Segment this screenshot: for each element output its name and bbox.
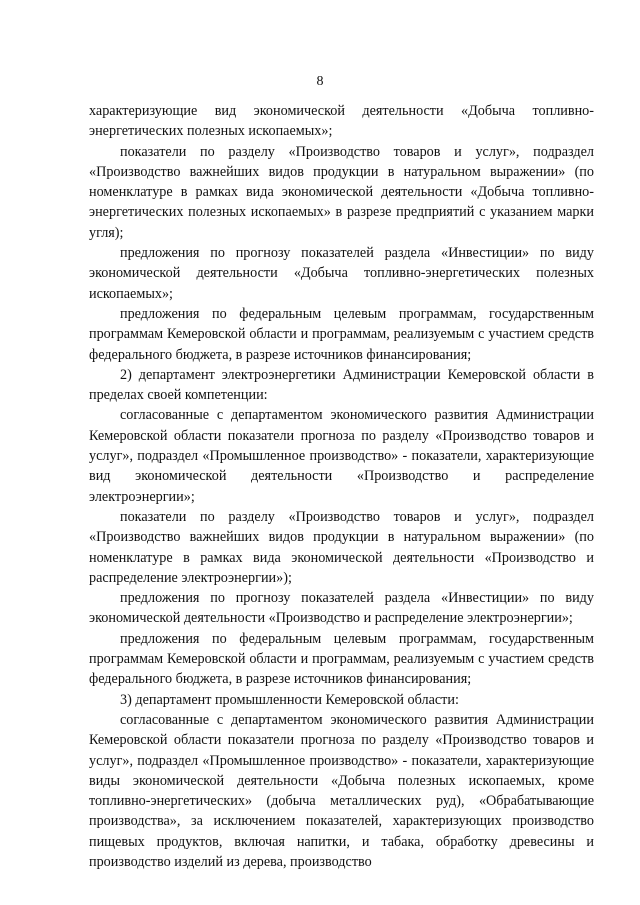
page-number: 8 xyxy=(316,74,324,89)
paragraph: согласованные с департаментом экономического развития Администрации Кемеровской области показатели прогноза по разделу «Производство товаров и услуг», подраздел «Промышленное производство» - показатели, характеризующие вид экономической деятельности «Производство и распределение электроэнергии»; xyxy=(89,407,594,505)
paragraph: предложения по федеральным целевым программам, государственным программам Кемеровской области и программам, реализуемым с участием средств федерального бюджета, в разрезе источников финансирования; xyxy=(89,630,594,688)
paragraph-continuation: характеризующие вид экономической деятельности «Добыча топливно-энергетических полезных ископаемых»; xyxy=(89,103,594,140)
list-item-heading: 2) департамент электроэнергетики Администрации Кемеровской области в пределах своей компетенции: xyxy=(89,366,594,404)
list-item-heading: 3) департамент промышленности Кемеровской области: xyxy=(120,691,459,708)
paragraph: согласованные с департаментом экономического развития Администрации Кемеровской области показатели прогноза по разделу «Производство товаров и услуг», подраздел «Промышленное производство» - показатели, характеризующие виды экономической деятельности «Добыча полезных ископаемых, кроме топливно-энергетических» (добыча металлических руд), «Обрабатывающие производства», за исключением показателей, характеризующих производство пищевых продуктов, включая напитки, и табака, обработку древесины и производство изделий из дерева, производство xyxy=(89,711,594,870)
paragraph: предложения по прогнозу показателей раздела «Инвестиции» по виду экономической деятельности «Производство и распределение электроэнергии»; xyxy=(89,590,594,627)
paragraph: предложения по прогнозу показателей раздела «Инвестиции» по виду экономической деятельности «Добыча топливно-энергетических полезных ископаемых»; xyxy=(89,245,594,302)
paragraph: предложения по федеральным целевым программам, государственным программам Кемеровской области и программам, реализуемым с участием средств федерального бюджета, в разрезе источников финансирования; xyxy=(89,305,594,363)
paragraph: показатели по разделу «Производство товаров и услуг», подраздел «Производство важнейших видов продукции в натуральном выражении» (по номенклатуре в рамках вида экономической деятельности «Добыча топливно-энергетических полезных ископаемых» в разрезе предприятий с указанием марки угля); xyxy=(89,143,594,241)
paragraph: показатели по разделу «Производство товаров и услуг», подраздел «Производство важнейших видов продукции в натуральном выражении» (по номенклатуре в рамках вида экономической деятельности «Производство и распределение электроэнергии»); xyxy=(89,508,594,586)
document-body xyxy=(89,101,594,872)
